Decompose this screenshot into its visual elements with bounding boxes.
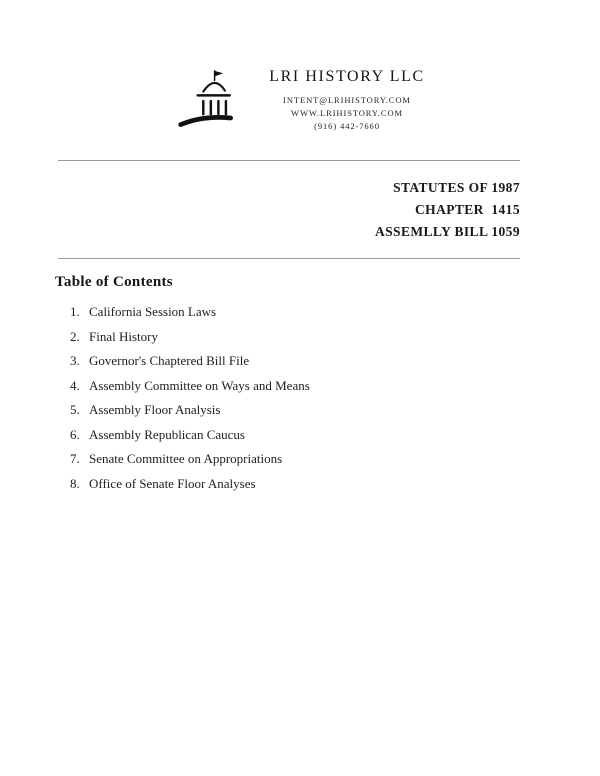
toc-item [70, 477, 310, 490]
toc-item-label: Senate Committee on Appropriations [89, 451, 283, 466]
company-name: LRI HISTORY LLC [269, 68, 425, 85]
toc-item-number: 3. [70, 353, 80, 368]
bill-line: ASSEMLLY BILL 1059 [374, 224, 520, 239]
toc-item [70, 403, 310, 416]
toc-item [70, 354, 310, 367]
toc-item-number: 1. [70, 304, 80, 319]
toc-item-label: Final History [89, 328, 158, 344]
toc-item-number: 2. [70, 328, 80, 344]
document-info [375, 177, 520, 243]
company-email: INTENT@LRIHISTORY.COM [283, 95, 411, 105]
divider-top [58, 160, 520, 161]
toc-item-number: 5. [70, 402, 80, 417]
toc-title: Table of Contents [55, 274, 173, 290]
toc-item [70, 305, 310, 318]
toc-item-number: 8. [70, 475, 80, 491]
toc-item-label: Assembly Republican Caucus [89, 426, 245, 442]
toc-item-label: Governor's Chaptered Bill File [89, 353, 250, 368]
toc-item [70, 330, 310, 343]
capitol-building-logo-icon [175, 66, 241, 138]
letterhead [0, 62, 600, 138]
toc-item-label: Office of Senate Floor Analyses [89, 475, 256, 491]
toc-item-number: 4. [70, 377, 80, 393]
toc-item-number: 7. [70, 451, 80, 466]
toc-item-number: 6. [70, 426, 80, 442]
toc-list [70, 305, 310, 501]
letterhead-text [269, 62, 425, 133]
divider-bottom [58, 258, 520, 259]
toc-item-label: Assembly Committee on Ways and Means [89, 377, 310, 393]
toc-item-label: Assembly Floor Analysis [89, 402, 221, 417]
chapter-line: CHAPTER 1415 [415, 202, 520, 217]
company-phone: (916) 442-7660 [314, 121, 380, 131]
toc-item [70, 452, 310, 465]
toc-item-label: California Session Laws [89, 304, 217, 319]
toc-item [70, 379, 310, 392]
company-website: WWW.LRIHISTORY.COM [291, 108, 403, 118]
toc-item [70, 428, 310, 441]
statutes-line: STATUTES OF 1987 [393, 180, 520, 195]
